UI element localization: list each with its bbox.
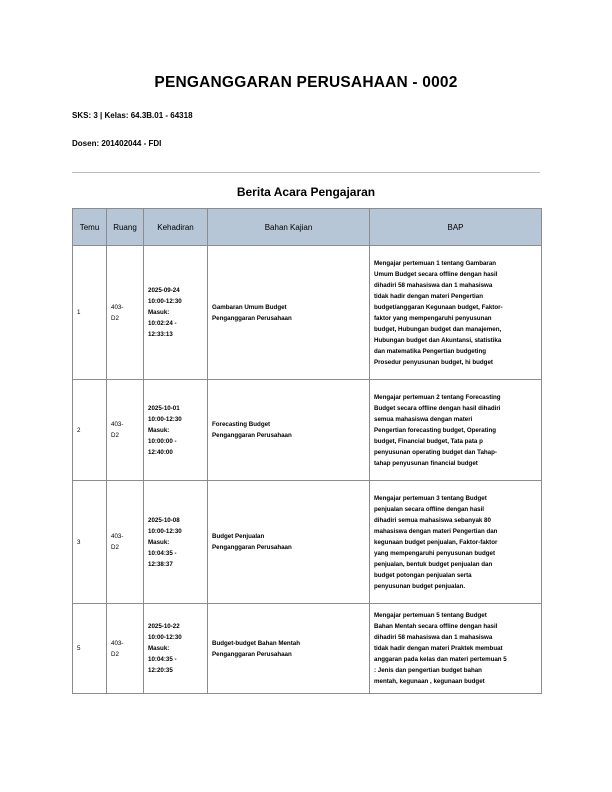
- cell-kehadiran: 2025-10-22 10:00-12:30 Masuk: 10:04:35 - 12:20:35: [144, 604, 208, 694]
- cell-kehadiran: 2025-09-24 10:00-12:30 Masuk: 10:02:24 - 12:33:13: [144, 246, 208, 380]
- bap-table: [72, 208, 542, 694]
- table-row: [73, 380, 542, 481]
- cell-ruang: 403- D2: [107, 604, 144, 694]
- cell-bap: Mengajar pertemuan 3 tentang Budget penjualan secara offline dengan hasil dihadiri semua mahasiswa sebanyak 80 mahasiswa dengan materi Pengertian dan kegunaan budget penjualan, Faktor-faktor yang mempengaruhi penyusunan budget penjualan, bentuk budget penjualan dan budget potongan penjualan serta penyusunan budget penjualan.: [370, 481, 542, 604]
- divider: [72, 172, 540, 173]
- cell-temu: 5: [73, 604, 107, 694]
- table-row: [73, 246, 542, 380]
- dosen-line: Dosen: 201402044 - FDI: [72, 139, 162, 148]
- cell-temu: 2: [73, 380, 107, 481]
- cell-temu: 3: [73, 481, 107, 604]
- header-kehadiran: Kehadiran: [144, 209, 208, 246]
- cell-ruang: 403- D2: [107, 246, 144, 380]
- cell-bap: Mengajar pertemuan 1 tentang Gambaran Umum Budget secara offline dengan hasil dihadiri 58 mahasiswa dan 1 mahasiswa tidak hadir dengan materi Pengertian budget/anggaran Kegunaan budget, Faktor- faktor yang mempengaruhi penyusunan budget, Hubungan budget dan manajemen, Hubungan budget dan Akuntansi, statistika dan matematika Pengertian budgeting Prosedur penyusunan budget, hi budget: [370, 246, 542, 380]
- cell-ruang: 403- D2: [107, 481, 144, 604]
- sks-kelas-line: SKS: 3 | Kelas: 64.3B.01 - 64318: [72, 111, 193, 120]
- cell-temu: 1: [73, 246, 107, 380]
- cell-bap: Mengajar pertemuan 5 tentang Budget Bahan Mentah secara offline dengan hasil dihadiri 58 mahasiswa dan 1 mahasiswa tidak hadir dengan materi Praktek membuat anggaran pada kelas dan materi pertemuan 5 : Jenis dan pengertian budget bahan mentah, kegunaan , kegunaan budget: [370, 604, 542, 694]
- cell-kehadiran: 2025-10-08 10:00-12:30 Masuk: 10:04:35 - 12:38:37: [144, 481, 208, 604]
- header-ruang: Ruang: [107, 209, 144, 246]
- cell-bahan-kajian: Gambaran Umum Budget Penganggaran Perusahaan: [208, 246, 370, 380]
- cell-bap: Mengajar pertemuan 2 tentang Forecasting Budget secara offline dengan hasil dihadiri semua mahasiswa dengan materi Pengertian forecasting budget, Operating budget, Financial budget, Tata pata p penyusunan operating budget dan Tahap- tahap penyusunan financial budget: [370, 380, 542, 481]
- cell-bahan-kajian: Budget-budget Bahan Mentah Penganggaran Perusahaan: [208, 604, 370, 694]
- table-row: [73, 604, 542, 694]
- cell-bahan-kajian: Forecasting Budget Penganggaran Perusahaan: [208, 380, 370, 481]
- header-temu: Temu: [73, 209, 107, 246]
- cell-ruang: 403- D2: [107, 380, 144, 481]
- table-header-row: [73, 209, 542, 246]
- document-title: PENGANGGARAN PERUSAHAAN - 0002: [154, 74, 458, 91]
- table-row: [73, 481, 542, 604]
- header-bahan-kajian: Bahan Kajian: [208, 209, 370, 246]
- cell-kehadiran: 2025-10-01 10:00-12:30 Masuk: 10:00:00 - 12:40:00: [144, 380, 208, 481]
- cell-bahan-kajian: Budget Penjualan Penganggaran Perusahaan: [208, 481, 370, 604]
- section-title: Berita Acara Pengajaran: [236, 185, 376, 199]
- header-bap: BAP: [370, 209, 542, 246]
